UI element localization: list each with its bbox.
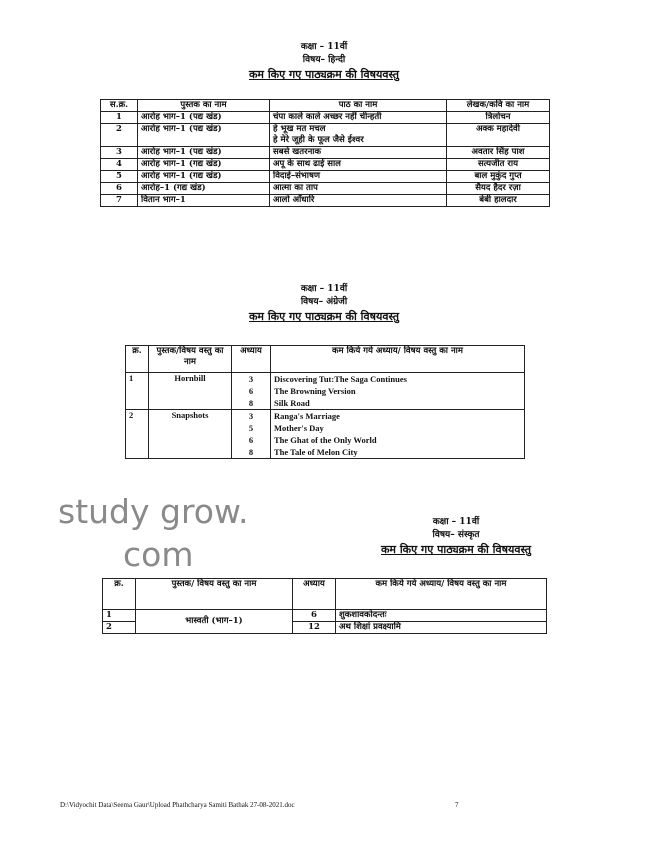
table-header-row (103, 579, 547, 610)
chapter-number: 8 (248, 447, 254, 457)
lesson-name: आत्मा का ताप (270, 183, 447, 195)
table-row (126, 373, 525, 410)
row-number: 6 (101, 183, 138, 195)
footer-file-path: D:\Vidyochit Data\Seema Gaur\Upload Phathcharya Samiti Bathak 27-08-2021.doc (60, 801, 295, 809)
col-header: पाठ का नाम (270, 100, 447, 112)
author-name: सत्यजीत राय (447, 159, 550, 171)
chapter-number: 6 (293, 610, 336, 622)
lesson-name: अपू के साथ ढाई साल (270, 159, 447, 171)
col-header: लेखक/कवि का नाम (447, 100, 550, 112)
chapter-title: Discovering Tut:The Saga Continues (274, 374, 407, 384)
sanskrit-heading: कम किए गए पाठ्यक्रम की विषयवस्तु (380, 543, 532, 556)
lesson-name: सबसे खतरनाक (270, 147, 447, 159)
chapter-number: 5 (248, 423, 254, 433)
lesson-line: हे भूख मत मचल (273, 124, 326, 134)
sanskrit-table (102, 578, 547, 634)
book-name: वितान भाग–1 (138, 195, 270, 207)
row-number: 3 (101, 147, 138, 159)
col-header: पुस्तक/ विषय वस्तु का नाम (136, 579, 293, 610)
sanskrit-class-label: कक्षा – 11वीं (432, 517, 480, 527)
english-subject-label: विषय– अंग्रेजी (300, 297, 348, 307)
lesson-name: विदाई–संभाषण (270, 171, 447, 183)
table-row (101, 159, 550, 171)
col-header: पुस्तक का नाम (138, 100, 270, 112)
lesson-name: चंपा काले काले अच्छर नहीं चीन्हती (270, 112, 447, 124)
chapter-list (232, 373, 271, 410)
chapter-title: Silk Road (274, 398, 310, 408)
hindi-table (100, 99, 550, 207)
chapter-title: Ranga's Marriage (274, 411, 340, 421)
row-number: 4 (101, 159, 138, 171)
hindi-subject-label: विषय– हिन्दी (302, 55, 346, 65)
row-number: 1 (126, 373, 149, 410)
page-number: 7 (455, 801, 459, 809)
table-row (101, 171, 550, 183)
author-name: बाल मुकुंद गुप्त (447, 171, 550, 183)
author-name: सैयद हैदर रज़ा (447, 183, 550, 195)
col-header: क्र. (103, 579, 136, 610)
chapter-number: 12 (293, 622, 336, 634)
row-number: 7 (101, 195, 138, 207)
english-header (0, 283, 648, 323)
chapter-title: शुकशावकोदन्तः (336, 610, 547, 622)
sanskrit-subject-label: विषय– संस्कृत (432, 530, 480, 540)
hindi-heading: कम किए गए पाठ्यक्रम की विषयवस्तु (248, 68, 400, 81)
table-row (126, 410, 525, 459)
book-name: आरोह भाग–1 (पद्य खंड) (138, 147, 270, 159)
col-header: कम किये गये अध्याय/ विषय वस्तु का नाम (271, 346, 525, 373)
chapter-title: अथ शिक्षां प्रवक्ष्यामि (336, 622, 547, 634)
table-row (101, 195, 550, 207)
chapter-number: 6 (248, 386, 254, 396)
chapter-list (232, 410, 271, 459)
table-row (101, 112, 550, 124)
author-name: अक्क महादेवी (447, 124, 550, 147)
col-header: पुस्तक/विषय वस्तु का नाम (149, 346, 232, 373)
author-name: अवतार सिंह पाश (447, 147, 550, 159)
col-header: अध्याय (232, 346, 271, 373)
table-row (101, 183, 550, 195)
author-name: बेबी हालदार (447, 195, 550, 207)
book-name: आरोह भाग–1 (पद्य खंड) (138, 124, 270, 147)
watermark-line-2: com (123, 535, 194, 574)
sanskrit-header (132, 516, 648, 556)
row-number: 2 (126, 410, 149, 459)
chapter-number: 8 (248, 398, 254, 408)
english-class-label: कक्षा – 11वीं (300, 284, 348, 294)
table-header-row (101, 100, 550, 112)
lesson-line: हे मेरे जूही के फूल जैसे ईश्वर (273, 135, 364, 145)
book-name: आरोह भाग–1 (गद्य खंड) (138, 171, 270, 183)
book-name: आरोह भाग–1 (गद्य खंड) (138, 159, 270, 171)
book-name: भास्वती (भाग–1) (136, 610, 293, 634)
col-header: कम किये गये अध्याय/ विषय वस्तु का नाम (336, 579, 547, 610)
row-number: 1 (103, 610, 136, 622)
book-name: आरोह भाग–1 (पद्य खंड) (138, 112, 270, 124)
book-name: आरोह–1 (गद्य खंड) (138, 183, 270, 195)
chapter-number: 6 (248, 435, 254, 445)
row-number: 5 (101, 171, 138, 183)
chapter-title: The Tale of Melon City (274, 447, 358, 457)
table-row (103, 610, 547, 622)
book-name: Hornbill (149, 373, 232, 410)
chapter-title: The Ghat of the Only World (274, 435, 377, 445)
chapter-title: Mother's Day (274, 423, 324, 433)
chapter-title: The Browning Version (274, 386, 356, 396)
table-header-row (126, 346, 525, 373)
author-name: त्रिलोचन (447, 112, 550, 124)
row-number: 2 (103, 622, 136, 634)
table-row (101, 147, 550, 159)
chapter-titles (271, 410, 525, 459)
chapter-titles (271, 373, 525, 410)
book-name: Snapshots (149, 410, 232, 459)
lesson-name: आलो आँधारि (270, 195, 447, 207)
lesson-name (270, 124, 447, 147)
english-heading: कम किए गए पाठ्यक्रम की विषयवस्तु (248, 310, 400, 323)
chapter-number: 3 (248, 411, 254, 421)
english-table (125, 345, 525, 459)
col-header: स.क्र. (101, 100, 138, 112)
col-header: अध्याय (293, 579, 336, 610)
row-number: 2 (101, 124, 138, 147)
row-number: 1 (101, 112, 138, 124)
hindi-header (0, 41, 648, 81)
table-row (101, 124, 550, 147)
chapter-number: 3 (248, 374, 254, 384)
hindi-class-label: कक्षा – 11वीं (300, 42, 348, 52)
col-header: क्र. (126, 346, 149, 373)
watermark-line-1: study grow. (58, 492, 249, 531)
